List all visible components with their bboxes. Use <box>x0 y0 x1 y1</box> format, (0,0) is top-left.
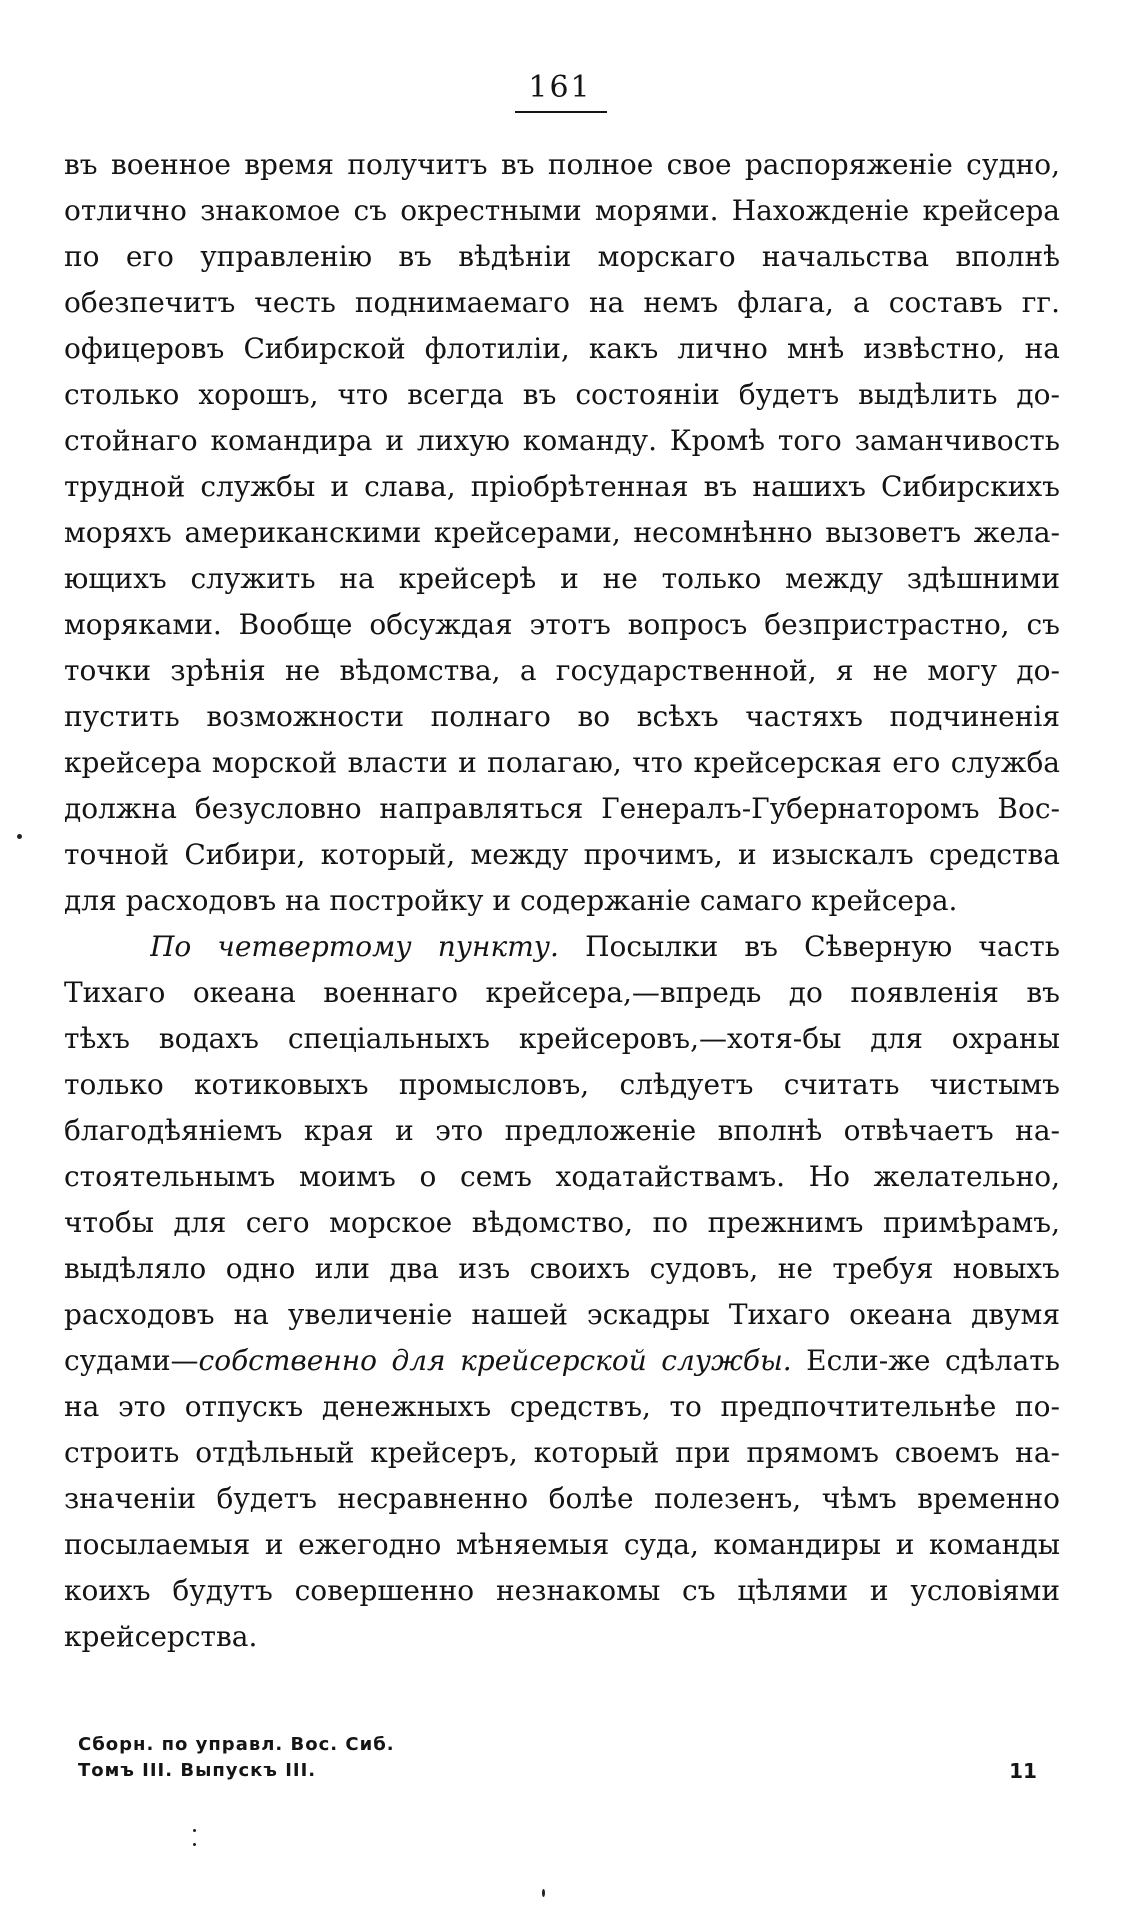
paragraph-1-line: по его управленію въ вѣдѣніи морскаго начальства вполнѣ <box>64 240 1060 273</box>
paragraph-2-line: только котиковыхъ промысловъ, слѣдуетъ считать чистымъ <box>64 1068 1060 1101</box>
paragraph-1-line: должна безусловно направляться Генералъ-Губернаторомъ Вос- <box>64 792 1060 825</box>
paragraph-2-italic-line-prefix: судами— <box>64 1344 199 1377</box>
page-number: 161 <box>528 70 592 105</box>
footer-source <box>78 1732 395 1784</box>
paragraph-1-line: ющихъ служить на крейсерѣ и не только между здѣшними <box>64 562 1060 595</box>
paragraph-1-line: точной Сибири, который, между прочимъ, и изыскалъ средства <box>64 838 1060 871</box>
paragraph-1-line: точки зрѣнія не вѣдомства, а государственной, я не могу до- <box>64 654 1060 687</box>
paragraph-1-line: стойнаго командира и лихую команду. Кромѣ того заманчивость <box>64 424 1060 457</box>
scan-speck <box>193 1843 196 1846</box>
paragraph-2-first-line <box>150 924 1060 970</box>
paragraph-2-last-line: крейсерства. <box>64 1620 258 1653</box>
paragraph-2-line: посылаемыя и ежегодно мѣняемыя суда, командиры и команды <box>64 1528 1060 1561</box>
paragraph-1-line: обезпечитъ честь поднимаемаго на немъ флага, а составъ гг. <box>64 286 1060 319</box>
scan-speck <box>193 1829 196 1832</box>
footer-source-line-1: Сборн. по управл. Вос. Сиб. <box>78 1734 395 1755</box>
paragraph-2-line: значеніи будетъ несравненно болѣе полезенъ, чѣмъ временно <box>64 1482 1060 1515</box>
paragraph-1-line: моряхъ американскими крейсерами, несомнѣнно вызоветъ жела- <box>64 516 1060 549</box>
paragraph-1-line: офицеровъ Сибирской флотиліи, какъ лично мнѣ извѣстно, на <box>64 332 1060 365</box>
footer-source-line-2: Томъ III. Выпускъ III. <box>78 1760 317 1781</box>
paragraph-2-line: тѣхъ водахъ спеціальныхъ крейсеровъ,—хотя-бы для охраны <box>64 1022 1060 1055</box>
italic-phrase: собственно для крейсерской службы. <box>198 1344 792 1377</box>
paragraph-2-line: строить отдѣльный крейсеръ, который при прямомъ своемъ на- <box>64 1436 1060 1469</box>
paragraph-2-line: коихъ будутъ совершенно незнакомы съ цѣлями и условіями <box>64 1574 1060 1607</box>
paragraph-1-line: отлично знакомое съ окрестными морями. Нахожденіе крейсера <box>64 194 1060 227</box>
page-number-rule <box>515 111 607 113</box>
italic-heading: По четвертому пункту. <box>150 930 559 963</box>
scan-speck <box>542 1889 545 1897</box>
paragraph-2-line: на это отпускъ денежныхъ средствъ, то предпочтительнѣе по- <box>64 1390 1060 1423</box>
paragraph-1-line: моряками. Вообще обсуждая этотъ вопросъ безпристрастно, съ <box>64 608 1060 641</box>
paragraph-1-line: столько хорошъ, что всегда въ состояніи будетъ выдѣлить до- <box>64 378 1060 411</box>
paragraph-1-line: въ военное время получитъ въ полное свое распоряженіе судно, <box>64 148 1060 181</box>
paragraph-1-line: крейсера морской власти и полагаю, что крейсерская его служба <box>64 746 1060 779</box>
scan-speck <box>17 834 22 839</box>
paragraph-1-line: пустить возможности полнаго во всѣхъ частяхъ подчиненія <box>64 700 1060 733</box>
paragraph-2-first-line-text: Посылки въ Сѣверную часть <box>585 930 1060 963</box>
paragraph-2-line: благодѣяніемъ края и это предложеніе вполнѣ отвѣчаетъ на- <box>64 1114 1060 1147</box>
paragraph-1-line: трудной службы и слава, пріобрѣтенная въ нашихъ Сибирскихъ <box>64 470 1060 503</box>
paragraph-2-line: Тихаго океана военнаго крейсера,—впредь до появленія въ <box>64 976 1060 1009</box>
paragraph-2-line: чтобы для сего морское вѣдомство, по прежнимъ примѣрамъ, <box>64 1206 1060 1239</box>
paragraph-2-italic-line <box>64 1338 1060 1384</box>
paragraph-1-last-line: для расходовъ на постройку и содержаніе самаго крейсера. <box>64 884 958 917</box>
signature-mark: 11 <box>1009 1759 1037 1783</box>
paragraph-2-italic-line-rest: Если-же сдѣлать <box>806 1344 1060 1377</box>
paragraph-2-line: выдѣляло одно или два изъ своихъ судовъ, не требуя новыхъ <box>64 1252 1060 1285</box>
paragraph-2-line: расходовъ на увеличеніе нашей эскадры Тихаго океана двумя <box>64 1298 1060 1331</box>
paragraph-2-line: стоятельнымъ моимъ о семъ ходатайствамъ. Но желательно, <box>64 1160 1060 1193</box>
